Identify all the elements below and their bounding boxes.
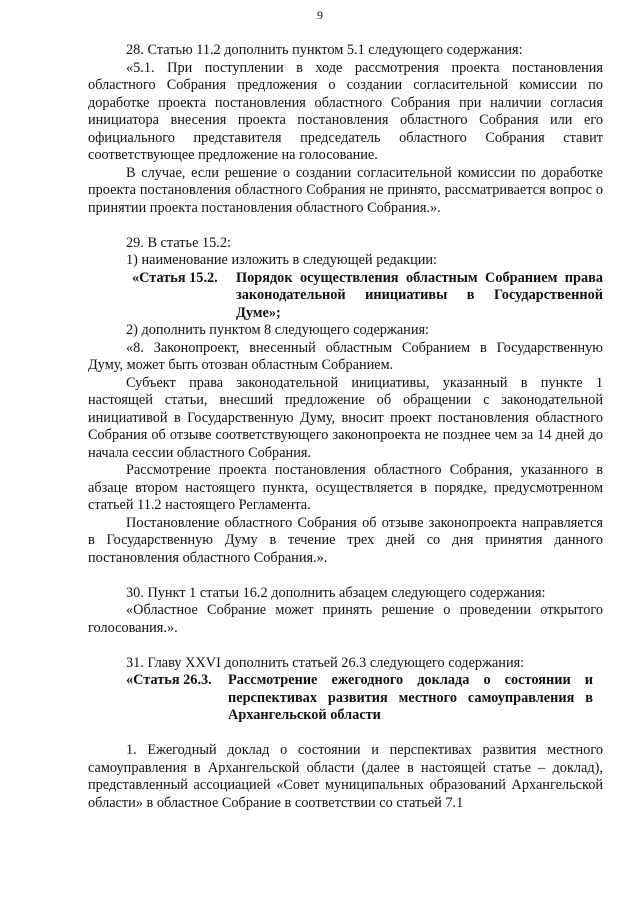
paragraph-spacer — [88, 637, 603, 655]
article-heading — [88, 672, 603, 725]
paragraph: «8. Законопроект, внесенный областным Собранием в Государственную Думу, может быть отозван областным Собранием. — [88, 339, 603, 373]
document-body — [88, 42, 603, 812]
paragraph-spacer — [88, 567, 603, 585]
article-title — [228, 672, 593, 725]
article-title-text: Рассмотрение ежегодного доклада о состоянии и перспективах развития местного самоуправления в Архангельской области — [228, 672, 593, 723]
paragraph: 28. Статью 11.2 дополнить пунктом 5.1 следующего содержания: — [126, 42, 523, 58]
paragraph: Постановление областного Собрания об отзыве законопроекта направляется в Государственную Думу в течение трех дней со дня принятия данного постановления областного Собрания.». — [88, 514, 603, 566]
paragraph: 31. Главу XXVI дополнить статьей 26.3 следующего содержания: — [126, 654, 525, 671]
article-title-tail: ; — [276, 304, 281, 321]
paragraph: 29. В статье 15.2: — [126, 234, 231, 251]
article-title-text: Порядок осуществления областным Собранием права законодательной инициативы в Государственной Думе» — [236, 269, 603, 321]
paragraph: Рассмотрение проекта постановления областного Собрания, указанного в абзаце втором настоящего пункта, осуществляется в порядке, предусмотренном статьей 11.2 настоящего Регламента. — [88, 462, 603, 513]
paragraph: Субъект права законодательной инициативы, указанный в пункте 1 настоящей статьи, внесший предложение об обращении с законодательной инициативой в Государственную Думу, вносит проект постановления областного Собрания об отзыве соответствующего законопроекта не позднее чем за 14 дней до начала сессии областного Собрания. — [88, 374, 603, 461]
article-title — [236, 270, 603, 323]
page-number: 9 — [317, 8, 323, 22]
paragraph: 30. Пункт 1 статьи 16.2 дополнить абзацем следующего содержания: — [126, 584, 546, 601]
article-number: «Статья 26.3. — [126, 672, 212, 688]
paragraph: 1. Ежегодный доклад о состоянии и перспективах развития местного самоуправления в Архангельской области (далее в настоящей статье – доклад), представленный ассоциацией «Совет муниципальных образований Архангельской области» в областное Собрание в соответствии со статьей 7.1 — [88, 742, 603, 811]
paragraph-spacer — [88, 725, 603, 743]
paragraph: «Областное Собрание может принять решение о проведении открытого голосования.». — [88, 602, 603, 636]
article-number: «Статья 15.2. — [132, 269, 218, 286]
paragraph: 2) дополнить пунктом 8 следующего содержания: — [126, 322, 430, 338]
paragraph-spacer — [88, 217, 603, 235]
paragraph: «5.1. При поступлении в ходе рассмотрения проекта постановления областного Собрания предложения о создании согласительной комиссии по доработке проекта постановления областного Собрания при наличии согласия инициатора внесения проекта постановления областного Собрания или его официального представителя председатель областного Собрания ставит соответствующее предложение на голосование. — [88, 59, 603, 163]
paragraph: 1) наименование изложить в следующей редакции: — [126, 252, 437, 268]
article-heading — [88, 270, 603, 323]
paragraph: В случае, если решение о создании согласительной комиссии по доработке проекта постановления областного Собрания не принято, рассматривается вопрос о принятии проекта постановления областного Собрания.». — [88, 164, 603, 216]
